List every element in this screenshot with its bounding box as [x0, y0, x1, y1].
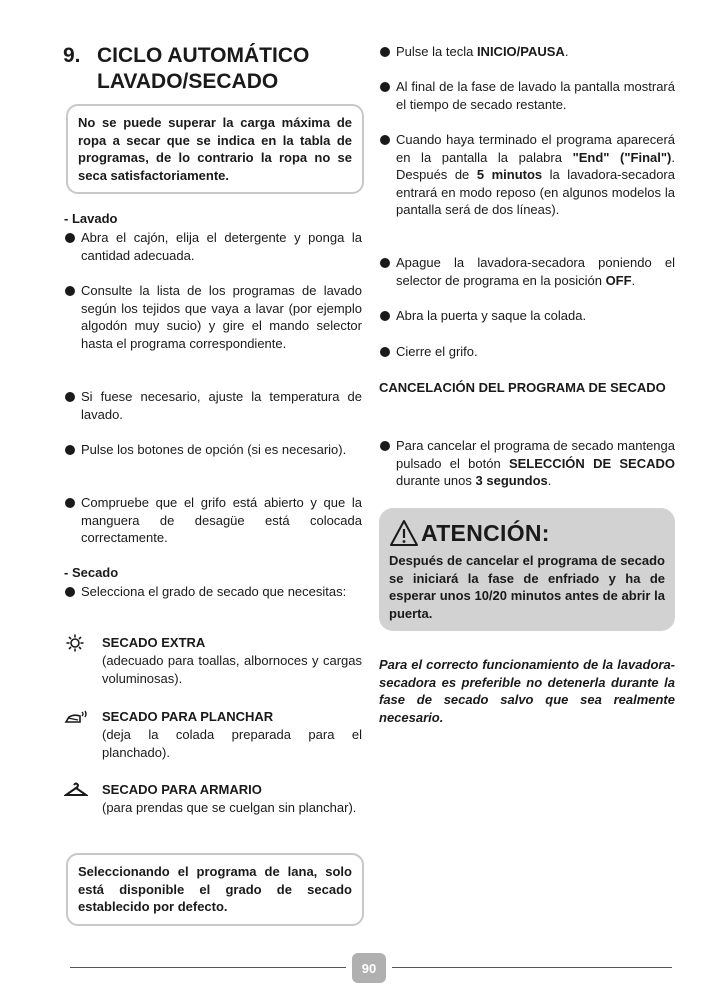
footer-rule-left — [70, 967, 346, 968]
title-line-1: CICLO AUTOMÁTICO — [97, 44, 310, 67]
right-step-4: Apague la lavadora-secadora poniendo el selector de programa en la posición OFF. — [379, 254, 675, 289]
lavado-step-3: Si fuese necesario, ajuste la temperatura de lavado. — [64, 388, 362, 423]
lavado-heading: - Lavado — [64, 211, 118, 226]
attention-box — [379, 508, 675, 631]
operation-note: Para el correcto funcionamiento de la lavadora-secadora es preferible no detenerla durante la fase de secado salvo que sea realmente necesario. — [379, 657, 675, 725]
right-step-6: Cierre el grifo. — [379, 343, 675, 361]
lavado-step-1: Abra el cajón, elija el detergente y ponga la cantidad adecuada. — [64, 229, 362, 264]
lavado-step-2: Consulte la lista de los programas de lavado según los tejidos que vaya a lavar (por ejemplo algodón muy sucio) y gire el mando selector hasta el programa correspondiente. — [64, 282, 362, 352]
bullet-icon — [65, 286, 75, 296]
bullet-icon — [65, 392, 75, 402]
drying-level-desc: (adecuado para toallas, albornoces y cargas voluminosas). — [102, 653, 362, 686]
cancel-heading: CANCELACIÓN DEL PROGRAMA DE SECADO — [379, 380, 666, 395]
drying-level-desc: (deja la colada preparada para el planchado). — [102, 727, 362, 760]
title-line-2: LAVADO/SECADO — [97, 70, 279, 93]
bullet-icon — [380, 258, 390, 268]
drying-level-name: SECADO PARA ARMARIO — [102, 782, 262, 797]
cancel-step: Para cancelar el programa de secado mantenga pulsado el botón SELECCIÓN DE SECADO durante unos 3 segundos. — [379, 437, 675, 490]
warning-triangle-icon — [389, 519, 419, 547]
bullet-icon — [380, 82, 390, 92]
page-number: 90 — [352, 953, 386, 983]
hanger-icon — [64, 781, 88, 799]
bullet-icon — [380, 441, 390, 451]
drying-level-desc: (para prendas que se cuelgan sin planchar). — [102, 800, 357, 815]
drying-level-name: SECADO PARA PLANCHAR — [102, 709, 274, 724]
secado-step: Selecciona el grado de secado que necesitas: — [64, 583, 362, 601]
section-number: 9. — [63, 44, 81, 67]
attention-title: ATENCIÓN: — [421, 519, 550, 546]
lavado-step-5: Compruebe que el grifo está abierto y que la manguera de desagüe está colocada correctamente. — [64, 494, 362, 547]
right-step-3: Cuando haya terminado el programa aparecerá en la pantalla la palabra "End" ("Final"). Después de 5 minutos la lavadora-secadora entrará en modo reposo (en algunos modelos la pantalla será de dos líneas). — [379, 131, 675, 219]
sun-icon — [64, 634, 88, 652]
bullet-icon — [380, 311, 390, 321]
bullet-icon — [380, 135, 390, 145]
bullet-icon — [65, 498, 75, 508]
right-step-1: Pulse la tecla INICIO/PAUSA. — [379, 43, 675, 61]
bullet-icon — [65, 233, 75, 243]
load-warning-box: No se puede superar la carga máxima de ropa a secar que se indica en la tabla de programas, de lo contrario la ropa no se seca satisfactoriamente. — [66, 104, 364, 194]
secado-heading: - Secado — [64, 565, 119, 580]
bullet-icon — [380, 47, 390, 57]
bullet-icon — [65, 587, 75, 597]
section-title — [63, 43, 363, 95]
bullet-icon — [65, 445, 75, 455]
wool-info-box: Seleccionando el programa de lana, solo está disponible el grado de secado establecido por defecto. — [66, 853, 364, 926]
attention-body: Después de cancelar el programa de secado se iniciará la fase de enfriado y ha de esperar unos 10/20 minutos antes de abrir la puerta. — [389, 553, 665, 621]
footer-rule-right — [392, 967, 672, 968]
iron-icon — [64, 708, 88, 726]
drying-level-name: SECADO EXTRA — [102, 635, 206, 650]
right-step-5: Abra la puerta y saque la colada. — [379, 307, 675, 325]
lavado-step-4: Pulse los botones de opción (si es necesario). — [64, 441, 362, 459]
right-step-2: Al final de la fase de lavado la pantalla mostrará el tiempo de secado restante. — [379, 78, 675, 113]
bullet-icon — [380, 347, 390, 357]
